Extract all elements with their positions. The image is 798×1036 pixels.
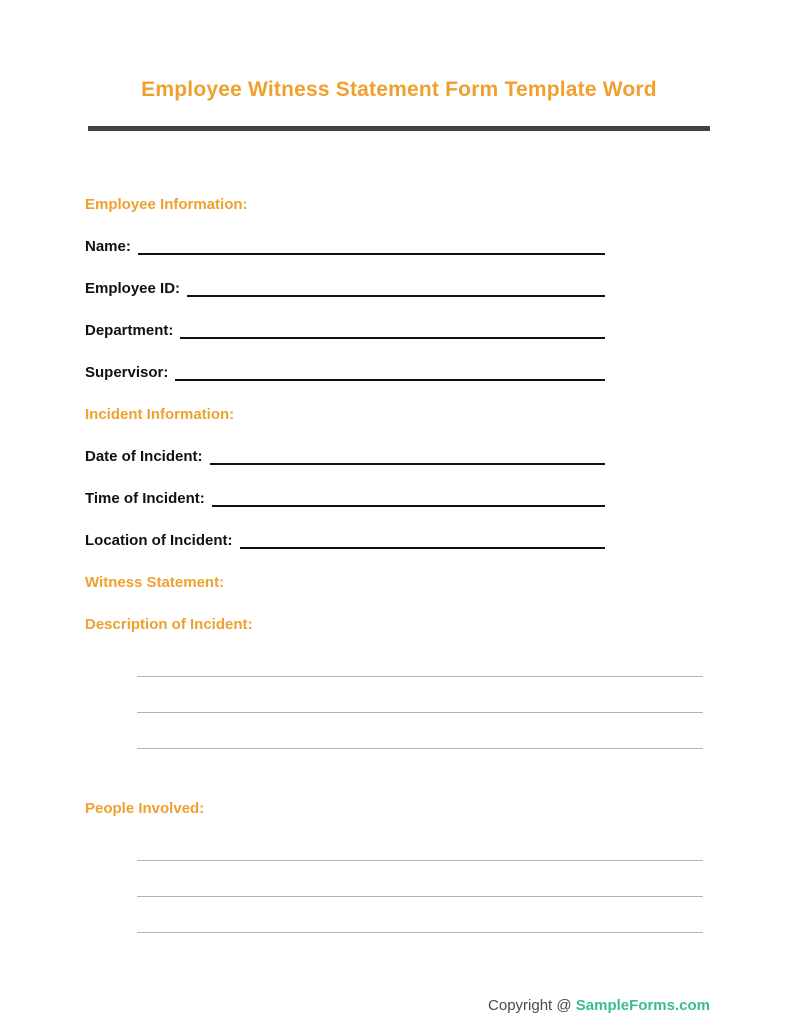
people-blank-line-3 xyxy=(137,932,703,933)
field-label-location-of-incident: Location of Incident: xyxy=(85,532,233,549)
form-content xyxy=(85,195,710,933)
date-of-incident-fill-line xyxy=(210,463,605,465)
field-label-department: Department: xyxy=(85,322,174,339)
field-label-date-of-incident: Date of Incident: xyxy=(85,448,203,465)
people-blank-line-2 xyxy=(137,896,703,897)
section-heading-employee-information: Employee Information: xyxy=(85,196,248,213)
field-employee-id xyxy=(85,279,710,299)
supervisor-fill-line xyxy=(175,379,605,381)
field-label-supervisor: Supervisor: xyxy=(85,364,169,381)
footer-copyright xyxy=(488,997,710,1014)
section-heading-incident-information: Incident Information: xyxy=(85,406,235,423)
field-location-of-incident xyxy=(85,531,710,551)
time-of-incident-fill-line xyxy=(212,505,605,507)
location-of-incident-fill-line xyxy=(240,547,606,549)
description-blank-line-3 xyxy=(137,748,703,749)
page-title: Employee Witness Statement Form Template Word xyxy=(141,78,657,101)
name-fill-line xyxy=(138,253,605,255)
field-department xyxy=(85,321,710,341)
field-date-of-incident xyxy=(85,447,710,467)
employee-id-fill-line xyxy=(187,295,605,297)
department-fill-line xyxy=(180,337,605,339)
field-label-name: Name: xyxy=(85,238,131,255)
description-blank-line-2 xyxy=(137,712,703,713)
section-heading-people-involved: People Involved: xyxy=(85,800,205,817)
description-blank-line-1 xyxy=(137,676,703,677)
field-label-employee-id: Employee ID: xyxy=(85,280,181,297)
sampleforms-link[interactable]: SampleForms.com xyxy=(575,997,710,1014)
field-name xyxy=(85,237,710,257)
copyright-text: Copyright @ xyxy=(488,997,576,1014)
title-divider xyxy=(88,126,710,131)
section-heading-description-of-incident: Description of Incident: xyxy=(85,616,253,633)
people-blank-line-1 xyxy=(137,860,703,861)
section-heading-witness-statement: Witness Statement: xyxy=(85,574,225,591)
field-label-time-of-incident: Time of Incident: xyxy=(85,490,205,507)
field-time-of-incident xyxy=(85,489,710,509)
field-supervisor xyxy=(85,363,710,383)
